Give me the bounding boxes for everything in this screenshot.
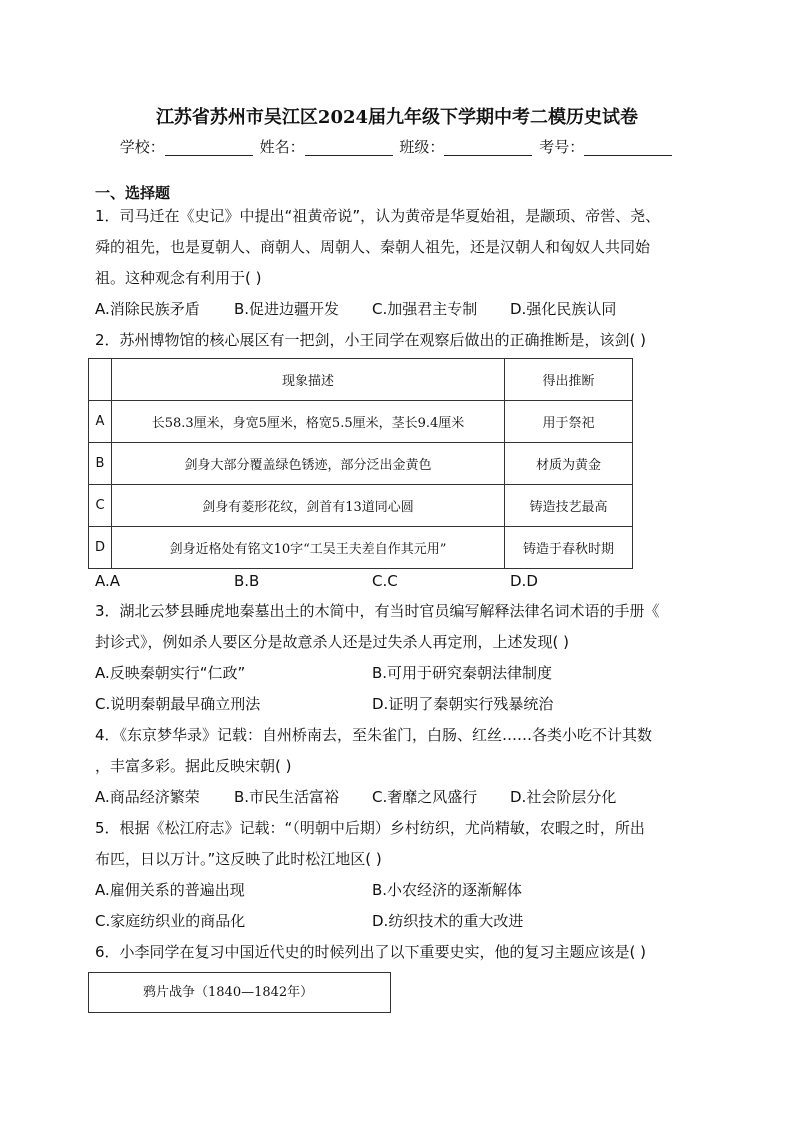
exam-title: 江苏省苏州市吴江区2024届九年级下学期中考二模历史试卷: [155, 107, 639, 128]
table-row: [89, 401, 633, 443]
number-blank[interactable]: [584, 139, 672, 156]
table-header-cell: 现象描述: [112, 359, 505, 401]
q6-fact-box: [88, 972, 391, 1013]
table-cell: 材质为黄金: [505, 443, 633, 485]
q5-option-a[interactable]: A.雇佣关系的普遍出现: [95, 881, 245, 899]
table-cell: 剑身有菱形花纹，剑首有13道同心圆: [112, 485, 505, 527]
q5-option-b[interactable]: B.小农经济的逐渐解体: [372, 881, 523, 899]
table-cell: 剑身大部分覆盖绿色锈迹，部分泛出金黄色: [112, 443, 505, 485]
table-header-row: [89, 359, 633, 401]
school-label: 学校：: [119, 138, 165, 156]
q3-line-1: 3．湖北云梦县睡虎地秦墓出土的木简中，有当时官员编写解释法律名词术语的手册《: [95, 602, 660, 620]
q5-line-1: 5．根据《松江府志》记载：“（明朝中后期）乡村纺织，尤尚精敏，农暇之时，所出: [95, 819, 645, 837]
q4-line-1: 4．《东京梦华录》记载：自州桥南去，至朱雀门，白肠、红丝……各类小吃不计其数: [95, 726, 653, 744]
q5-line-2: 布匹，日以万计。”这反映了此时松江地区( ): [95, 850, 382, 868]
school-blank[interactable]: [165, 139, 253, 156]
name-blank[interactable]: [305, 139, 393, 156]
table-row: [89, 443, 633, 485]
table-cell: 用于祭祀: [505, 401, 633, 443]
q2-stem: 2．苏州博物馆的核心展区有一把剑，小王同学在观察后做出的正确推断是，该剑( ): [95, 331, 647, 349]
number-label: 考号：: [539, 138, 585, 156]
q1-line-2: 舜的祖先，也是夏朝人、商朝人、周朝人、秦朝人祖先，还是汉朝人和匈奴人共同始: [95, 238, 651, 256]
table-cell: 铸造技艺最高: [505, 485, 633, 527]
q3-line-2: 封诊式》，例如杀人要区分是故意杀人还是过失杀人再定刑，上述发现( ): [95, 633, 569, 651]
table-row: [89, 485, 633, 527]
table-cell: C: [89, 485, 112, 527]
table-cell: A: [89, 401, 112, 443]
q1-option-a[interactable]: A.消除民族矛盾: [95, 300, 200, 318]
table-cell: D: [89, 527, 112, 569]
q4-option-a[interactable]: A.商品经济繁荣: [95, 788, 200, 806]
q6-stem: 6．小李同学在复习中国近代史的时候列出了以下重要史实，他的复习主题应该是( ): [95, 943, 647, 961]
q2-option-a[interactable]: A.A: [95, 572, 121, 590]
q1-option-d[interactable]: D.强化民族认同: [510, 300, 617, 318]
q2-evidence-table: [88, 358, 633, 569]
table-cell: 铸造于春秋时期: [505, 527, 633, 569]
q3-option-c[interactable]: C.说明秦朝最早确立刑法: [95, 695, 261, 713]
q4-option-d[interactable]: D.社会阶层分化: [510, 788, 617, 806]
table-header-cell: 得出推断: [505, 359, 633, 401]
name-label: 姓名：: [259, 138, 305, 156]
class-blank[interactable]: [444, 139, 532, 156]
q1-option-c[interactable]: C.加强君主专制: [372, 300, 478, 318]
q1-line-3: 祖。这种观念有利用于( ): [95, 269, 262, 287]
q3-option-a[interactable]: A.反映秦朝实行“仁政”: [95, 664, 246, 682]
q2-option-b[interactable]: B.B: [234, 572, 260, 590]
q1-line-1: 1．司马迁在《史记》中提出“祖黄帝说”，认为黄帝是华夏始祖，是颛顼、帝喾、尧、: [95, 207, 661, 225]
q3-option-b[interactable]: B.可用于研究秦朝法律制度: [372, 664, 553, 682]
q1-option-b[interactable]: B.促进边疆开发: [234, 300, 340, 318]
q4-option-c[interactable]: C.奢靡之风盛行: [372, 788, 478, 806]
student-info-line: [0, 136, 794, 157]
table-header-cell: [89, 359, 112, 401]
q4-option-b[interactable]: B.市民生活富裕: [234, 788, 340, 806]
q2-option-c[interactable]: C.C: [372, 572, 398, 590]
section-heading: 一、选择题: [95, 184, 171, 202]
q4-line-2: ，丰富多彩。据此反映宋朝( ): [95, 757, 292, 775]
q2-option-d[interactable]: D.D: [510, 572, 538, 590]
class-label: 班级：: [399, 138, 445, 156]
table-cell: 长58.3厘米，身宽5厘米，格宽5.5厘米，茎长9.4厘米: [112, 401, 505, 443]
q6-fact-text: 鸦片战争（1840—1842年）: [143, 985, 314, 1000]
table-cell: B: [89, 443, 112, 485]
table-row: [89, 527, 633, 569]
table-cell: 剑身近格处有铭文10字“工吴王夫差自作其元用”: [112, 527, 505, 569]
q3-option-d[interactable]: D.证明了秦朝实行残暴统治: [372, 695, 554, 713]
q5-option-c[interactable]: C.家庭纺织业的商品化: [95, 912, 246, 930]
q5-option-d[interactable]: D.纺织技术的重大改进: [372, 912, 524, 930]
